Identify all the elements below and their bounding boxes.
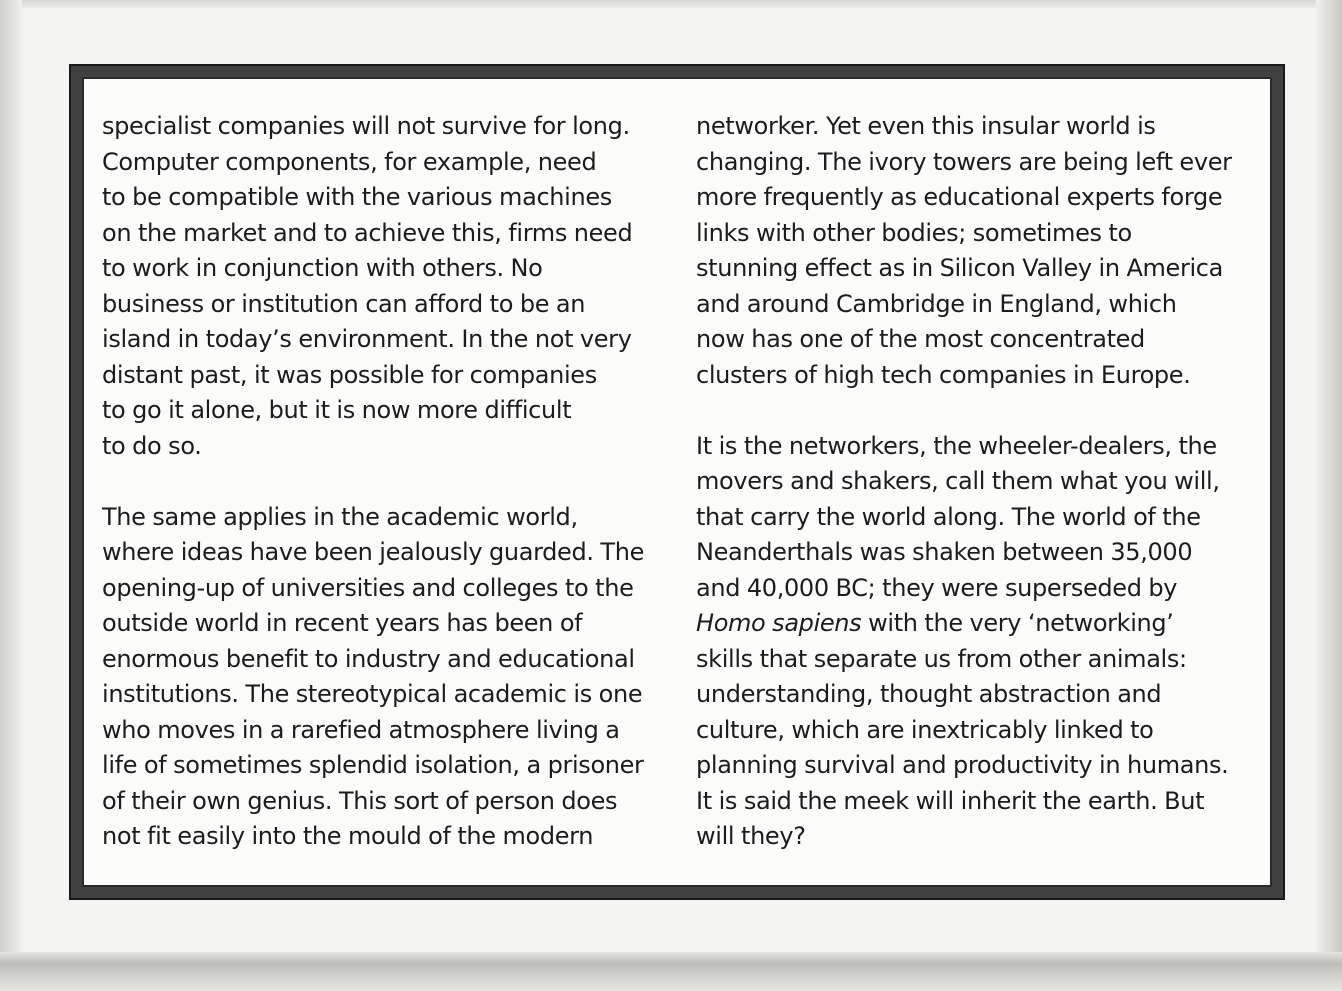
text-line: and 40,000 BC; they were superseded by [696,573,1178,602]
text-box-frame [69,64,1285,900]
text-line: The same applies in the academic world, [102,502,578,531]
text-line: Neanderthals was shaken between 35,000 [696,538,1193,566]
scan-edge-right [1316,0,1342,991]
text-line: understanding, thought abstraction and [696,680,1162,708]
text-line: to go it alone, but it is now more difficult [102,396,572,424]
text-line: specialist companies will not survive for long. [102,112,630,140]
scan-edge-left [0,0,22,991]
text-line: movers and shakers, call them what you will, [696,467,1220,495]
text-line: opening-up of universities and colleges to the [102,573,634,602]
left-column [102,109,672,855]
text-line: institutions. The stereotypical academic is one [102,680,643,708]
text-line: skills that separate us from other animals: [696,644,1187,673]
text-line: where ideas have been jealously guarded. The [102,538,645,566]
text-line: who moves in a rarefied atmosphere living a [102,715,620,744]
text-line: It is said the meek will inherit the earth. But [696,786,1205,815]
text-line: will they? [696,822,806,850]
left-paragraph-1 [102,109,672,464]
text-line: culture, which are inextricably linked to [696,715,1154,744]
scan-edge-bottom [0,952,1342,991]
text-line: that carry the world along. The world of the [696,502,1201,531]
text-line: to work in conjunction with others. No [102,254,543,282]
text-line: not fit easily into the mould of the modern [102,822,594,850]
text-box-panel [82,77,1272,887]
text-line: clusters of high tech companies in Europe. [696,360,1191,389]
text-line: now has one of the most concentrated [696,325,1145,353]
scan-edge-top [0,0,1342,8]
text-line: to do so. [102,431,202,460]
right-paragraph-1 [696,109,1266,393]
species-line-rest: with the very ‘networking’ [861,609,1174,637]
text-line: outside world in recent years has been of [102,609,583,637]
text-line: enormous benefit to industry and educational [102,644,635,673]
text-line: stunning effect as in Silicon Valley in America [696,254,1224,282]
text-line: planning survival and productivity in humans. [696,751,1229,779]
right-column [696,109,1266,855]
text-line-species [696,606,1266,642]
paragraph-gap [696,393,1266,429]
text-line: island in today’s environment. In the not very [102,325,632,353]
text-line: business or institution can afford to be an [102,289,586,318]
species-name-italic: Homo sapiens [696,609,862,637]
text-line: changing. The ivory towers are being left ever [696,147,1232,176]
text-line: Computer components, for example, need [102,147,597,176]
text-line: on the market and to achieve this, firms need [102,218,633,247]
text-line: networker. Yet even this insular world is [696,112,1156,140]
text-line: life of sometimes splendid isolation, a prisoner [102,751,644,779]
text-line: and around Cambridge in England, which [696,289,1177,318]
text-line: distant past, it was possible for companies [102,360,597,389]
left-paragraph-2 [102,500,672,855]
paragraph-gap [102,464,672,500]
text-line: more frequently as educational experts forge [696,183,1223,211]
text-line: to be compatible with the various machines [102,183,612,211]
text-line: It is the networkers, the wheeler-dealers, the [696,431,1217,460]
text-line: links with other bodies; sometimes to [696,218,1132,247]
right-paragraph-2 [696,429,1266,855]
text-line: of their own genius. This sort of person does [102,786,618,815]
